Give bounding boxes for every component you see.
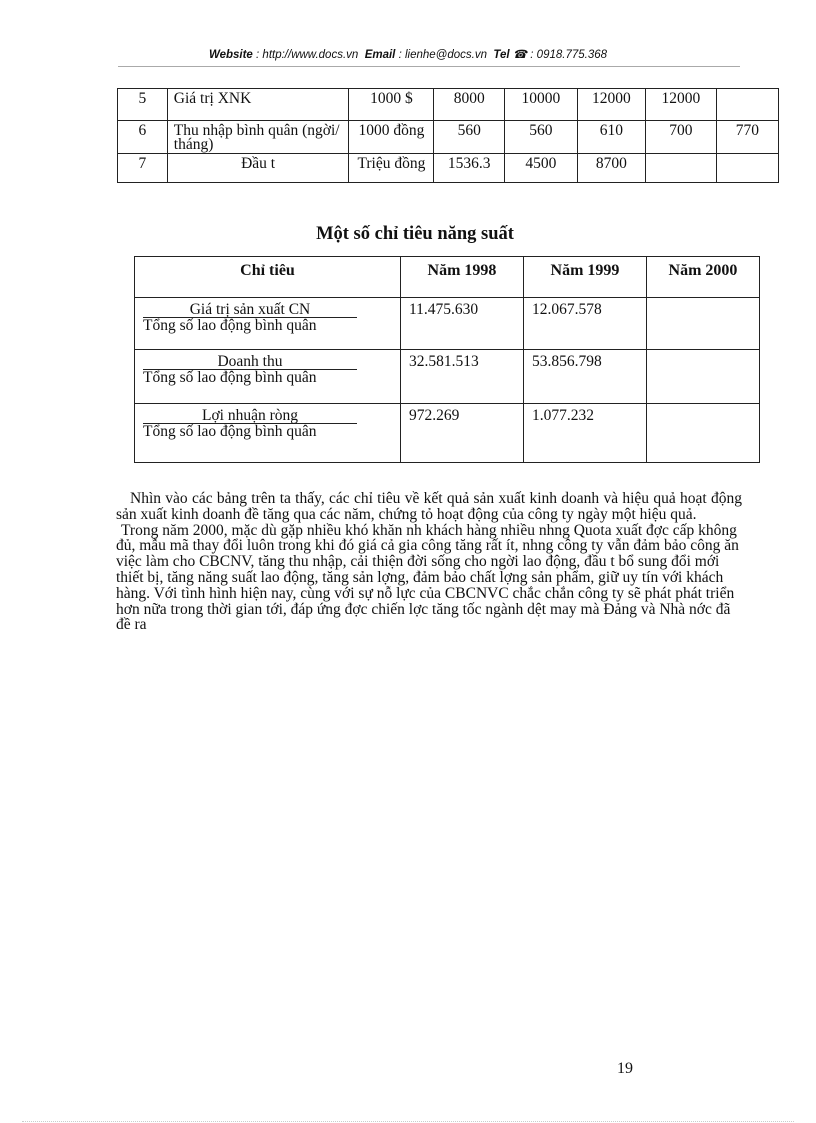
body-text bbox=[116, 491, 742, 633]
table-cell: 8700 bbox=[577, 154, 645, 183]
table-cell: 12000 bbox=[577, 89, 645, 121]
ratio-numerator: Doanh thu bbox=[143, 354, 357, 370]
ratio-numerator: Giá trị sản xuất CN bbox=[143, 302, 357, 318]
ratio-numerator: Lợi nhuận ròng bbox=[143, 408, 357, 424]
table-cell: 1000 $ bbox=[349, 89, 434, 121]
indicators-table bbox=[117, 88, 779, 183]
table-cell bbox=[716, 89, 778, 121]
table-cell: 700 bbox=[646, 121, 717, 154]
ratio-denominator: Tổng số lao động bình quân bbox=[143, 317, 317, 334]
table-cell: 7 bbox=[118, 154, 168, 183]
table-row bbox=[135, 298, 760, 350]
footer-divider bbox=[22, 1121, 794, 1122]
email-address: : lienhe@docs.vn bbox=[398, 49, 487, 61]
website-url: : http://www.docs.vn bbox=[256, 49, 359, 61]
tel-label: Tel bbox=[493, 49, 510, 61]
email-label: Email bbox=[364, 49, 396, 61]
table-cell: 8000 bbox=[434, 89, 505, 121]
table-cell bbox=[646, 154, 717, 183]
paragraph: Trong năm 2000, mặc dù gặp nhiều khó khăn nh khách hàng nhiều nhng Quota xuất đợc cấp không đủ, mẫu mã thay đổi luôn trong khi đó giá cả gia công tăng rất ít, nhng công ty vẫn đảm bảo công ăn việc làm cho CBCNV, tăng thu nhập, cải thiện đời sống cho ngời lao động, đầu t bổ sung đổi mới thiết bị, tăng năng suất lao động, tăng sản lợng, đảm bảo chất lợng sản phẩm, giữ uy tín với khách hàng. Với tình hình hiện nay, cùng với sự nỗ lực của CBCNVC chắc chắn công ty sẽ phát phát triển hơn nữa trong thời gian tới, đáp ứng đợc chiến lợc tăng tốc ngành dệt may mà Đảng và Nhà nớc đã đề ra bbox=[116, 521, 739, 634]
table-cell: 770 bbox=[716, 121, 778, 154]
ratio-fraction bbox=[143, 354, 394, 386]
table-cell: 5 bbox=[118, 89, 168, 121]
ratio-cell bbox=[135, 404, 401, 463]
ratio-cell bbox=[135, 298, 401, 350]
table-row bbox=[135, 350, 760, 404]
table-cell: 12.067.578 bbox=[524, 298, 647, 350]
table-row bbox=[118, 154, 779, 183]
table-cell: Triệu đồng bbox=[349, 154, 434, 183]
table-cell: Đầu t bbox=[167, 154, 349, 183]
column-header: Năm 2000 bbox=[647, 257, 760, 298]
paragraph: Nhìn vào các bảng trên ta thấy, các chỉ tiêu về kết quả sản xuất kinh doanh và hiệu quả hoạt động sản xuất kinh doanh đề tăng qua các năm, chứng tỏ hoạt động của công ty ngày một hiệu quả. bbox=[116, 490, 742, 523]
table-cell: 53.856.798 bbox=[524, 350, 647, 404]
table-cell: 972.269 bbox=[401, 404, 524, 463]
page-number: 19 bbox=[617, 1060, 633, 1077]
table-cell: 12000 bbox=[646, 89, 717, 121]
table-cell: 11.475.630 bbox=[401, 298, 524, 350]
phone-icon: ☎ bbox=[512, 49, 528, 61]
table-cell: 610 bbox=[577, 121, 645, 154]
ratio-denominator: Tổng số lao động bình quân bbox=[143, 369, 317, 386]
page-header bbox=[0, 47, 816, 61]
table-cell: 1000 đồng bbox=[349, 121, 434, 154]
ratio-denominator: Tổng số lao động bình quân bbox=[143, 423, 317, 440]
ratio-cell bbox=[135, 350, 401, 404]
table-cell: 560 bbox=[434, 121, 505, 154]
table-cell: 6 bbox=[118, 121, 168, 154]
table-row bbox=[118, 121, 779, 154]
website-label: Website bbox=[208, 49, 253, 61]
table-cell: 4500 bbox=[505, 154, 578, 183]
column-header: Chỉ tiêu bbox=[135, 257, 401, 298]
ratio-fraction bbox=[143, 302, 394, 334]
header-divider bbox=[118, 66, 740, 67]
table-header-row bbox=[135, 257, 760, 298]
table-cell: Giá trị XNK bbox=[167, 89, 349, 121]
column-header: Năm 1999 bbox=[524, 257, 647, 298]
table-cell bbox=[647, 298, 760, 350]
table-cell: 1.077.232 bbox=[524, 404, 647, 463]
table-row bbox=[118, 89, 779, 121]
productivity-table bbox=[134, 256, 760, 463]
table-cell: 10000 bbox=[505, 89, 578, 121]
column-header: Năm 1998 bbox=[401, 257, 524, 298]
table-cell bbox=[647, 350, 760, 404]
table-cell: 32.581.513 bbox=[401, 350, 524, 404]
table-cell bbox=[647, 404, 760, 463]
ratio-fraction bbox=[143, 408, 394, 440]
table-cell: Thu nhập bình quân (ngời/ tháng) bbox=[167, 121, 349, 154]
table-row bbox=[135, 404, 760, 463]
table-cell: 560 bbox=[505, 121, 578, 154]
productivity-table-title: Một số chỉ tiêu năng suất bbox=[316, 224, 514, 244]
table-cell: 1536.3 bbox=[434, 154, 505, 183]
table-cell bbox=[716, 154, 778, 183]
phone-number: : 0918.775.368 bbox=[530, 49, 608, 61]
